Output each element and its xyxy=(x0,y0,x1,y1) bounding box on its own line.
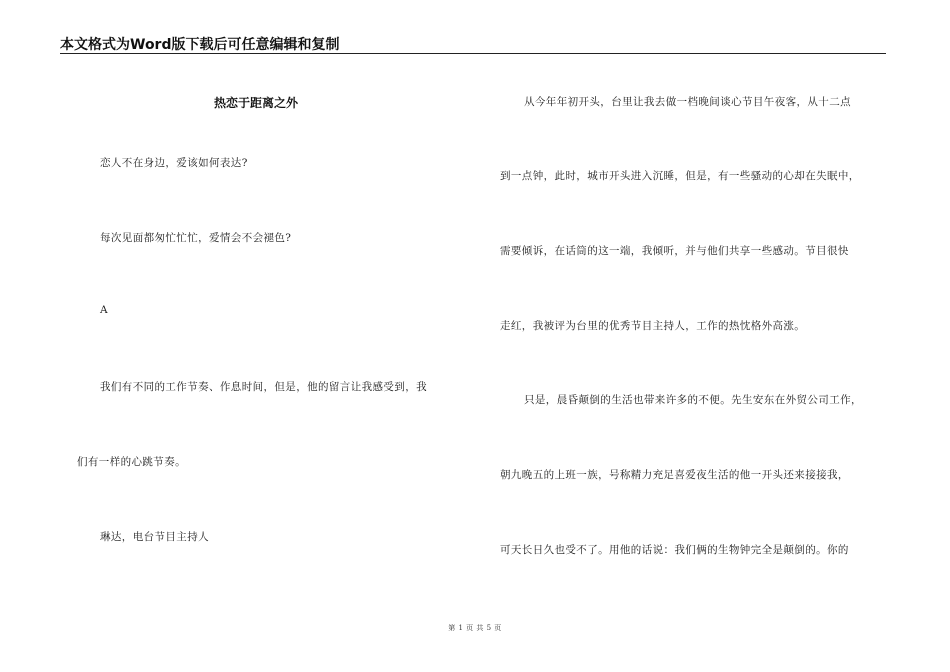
paragraph-line: 可天长日久也受不了。用他的话说：我们俩的生物钟完全是颠倒的。你的 xyxy=(500,544,849,556)
section-marker: A xyxy=(100,304,108,316)
paragraph-line: 们有一样的心跳节奏。 xyxy=(77,456,186,468)
paragraph-line: 每次见面都匆忙忙忙，爱情会不会褪色? xyxy=(100,232,292,244)
page-number: 第 1 页 共 5 页 xyxy=(448,624,502,632)
article-title: 热恋于距离之外 xyxy=(214,96,299,110)
author-byline: 琳达，电台节目主持人 xyxy=(100,531,209,543)
paragraph-line: 朝九晚五的上班一族，号称精力充足喜爱夜生活的他一开头还来接接我， xyxy=(500,469,849,481)
document-header-title: 本文格式为Word版下载后可任意编辑和复制 xyxy=(60,37,340,53)
paragraph-line: 走红，我被评为台里的优秀节目主持人，工作的热忱格外高涨。 xyxy=(500,320,806,332)
paragraph-line: 从今年年初开头，台里让我去做一档晚间谈心节目午夜客，从十二点 xyxy=(524,96,851,108)
paragraph-line: 恋人不在身边，爱该如何表达? xyxy=(100,157,248,169)
header-divider xyxy=(60,53,886,54)
paragraph-line: 到一点钟，此时，城市开头进入沉睡，但是，有一些骚动的心却在失眠中， xyxy=(500,170,860,182)
paragraph-line: 我们有不同的工作节奏、作息时间，但是，他的留言让我感受到，我 xyxy=(100,381,427,393)
paragraph-line: 需要倾诉，在话筒的这一端，我倾听，并与他们共享一些感动。节目很快 xyxy=(500,245,849,257)
paragraph-line: 只是，晨昏颠倒的生活也带来许多的不便。先生安东在外贸公司工作， xyxy=(524,394,862,406)
